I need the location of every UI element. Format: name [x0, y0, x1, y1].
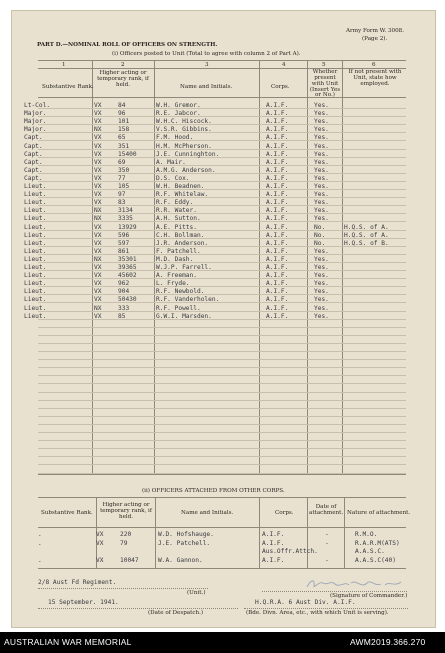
- prefix-cell: VX: [94, 158, 102, 166]
- prefix-cell: NX: [94, 215, 102, 223]
- date-line: [38, 608, 238, 609]
- name-cell: A. Mair.: [156, 158, 186, 166]
- col-header-corps: Corps.: [271, 84, 290, 90]
- table-row: [0, 167, 445, 175]
- prefix-cell: NX: [94, 207, 102, 215]
- nature-cell: R.M.O.: [355, 531, 378, 538]
- rank-cell: Lieut.: [24, 247, 47, 255]
- corps-cell: A.I.F.: [266, 231, 289, 239]
- name-cell: R.R. Water.: [156, 207, 197, 215]
- col-number-2: 2: [121, 62, 125, 68]
- page-number: (Page 2).: [362, 36, 388, 42]
- rank-cell: Lieut.: [24, 199, 47, 207]
- attached-header-corps: Corps.: [275, 510, 294, 516]
- number-cell: 105: [118, 183, 130, 190]
- table-row: [0, 240, 445, 248]
- table-row: [0, 256, 445, 264]
- table-row: [0, 264, 445, 272]
- name-cell: R.F. Newbold.: [156, 288, 205, 296]
- present-cell: Yes.: [314, 191, 329, 199]
- ruled-line: [38, 456, 406, 457]
- bde-value: H.Q.R.A. 6 Aust Div. A.I.F.: [255, 599, 356, 606]
- header-bottom-rule: [38, 97, 406, 98]
- table-row: [0, 134, 445, 142]
- number-cell: 333: [118, 304, 130, 312]
- attached-header-date: Date of attachment.: [309, 504, 344, 516]
- present-cell: Yes.: [314, 280, 329, 288]
- ruled-line: [38, 343, 406, 344]
- rank-cell: Lieut.: [24, 304, 47, 312]
- prefix-cell: VX: [94, 312, 102, 320]
- prefix-cell: VX: [96, 531, 104, 538]
- prefix-cell: VX: [94, 199, 102, 207]
- name-cell: R.F. Eddy.: [156, 199, 194, 207]
- corps-cell: A.I.F.: [266, 166, 289, 174]
- corps-cell: A.I.F.: [266, 150, 289, 158]
- name-cell: W.A. Gannon.: [158, 556, 203, 564]
- table-bottom-rule: [38, 474, 406, 475]
- name-cell: W.D. Hofshauge.: [158, 531, 214, 538]
- table-row: [0, 248, 445, 256]
- number-cell: 10047: [120, 556, 139, 564]
- ruled-line: [38, 448, 406, 449]
- date-cell: -: [325, 556, 329, 564]
- rank-cell: Lieut.: [24, 215, 47, 223]
- number-cell: 904: [118, 288, 130, 296]
- table-row: [0, 272, 445, 280]
- employed-cell: H.Q.S. of B.: [344, 239, 389, 247]
- name-cell: G.W.I. Marsden.: [156, 312, 212, 320]
- present-cell: No.: [314, 231, 326, 239]
- prefix-cell: VX: [94, 118, 102, 126]
- prefix-cell: VX: [94, 142, 102, 150]
- corps-cell: A.I.F.: [266, 134, 289, 142]
- name-cell: L. Fryde.: [156, 280, 190, 288]
- ruled-line: [38, 327, 406, 328]
- ruled-line: [38, 416, 406, 417]
- ruled-line: [38, 408, 406, 409]
- prefix-cell: VX: [94, 150, 102, 158]
- rank-cell: .: [38, 539, 42, 547]
- name-cell: F.M. Hood.: [156, 134, 194, 142]
- number-cell: 65: [118, 134, 126, 142]
- number-cell: 962: [118, 280, 130, 288]
- name-cell: A.M.G. Anderson.: [156, 166, 216, 174]
- rank-cell: Major.: [24, 118, 47, 126]
- name-cell: C.H. Bollman.: [156, 231, 205, 239]
- rank-cell: Lieut.: [24, 264, 47, 271]
- name-cell: F. Patchell.: [156, 247, 201, 255]
- table-row: [0, 548, 445, 556]
- name-cell: H.M. McPherson.: [156, 142, 212, 150]
- number-cell: 220: [120, 531, 132, 538]
- present-cell: Yes.: [314, 312, 329, 320]
- form-number: Army Form W. 3008.: [346, 28, 404, 34]
- present-cell: Yes.: [314, 174, 329, 182]
- rank-cell: Lieut.: [24, 191, 47, 199]
- present-cell: Yes.: [314, 255, 329, 263]
- present-cell: Yes.: [314, 166, 329, 174]
- signature-line: [262, 591, 407, 592]
- table-row: [0, 207, 445, 215]
- prefix-cell: VX: [94, 264, 102, 271]
- table-row: [0, 296, 445, 304]
- ruled-line: [38, 400, 406, 401]
- number-cell: 13929: [118, 223, 137, 231]
- rank-cell: Capt.: [24, 174, 43, 182]
- rank-cell: Capt.: [24, 142, 43, 150]
- attached-top-rule: [38, 497, 406, 498]
- rank-cell: Lieut.: [24, 231, 47, 239]
- corps-cell: A.I.F.: [266, 280, 289, 288]
- number-cell: 77: [118, 174, 126, 182]
- corps-cell: A.I.F.: [266, 239, 289, 247]
- table-row: [0, 540, 445, 548]
- corps-cell: A.I.F.: [266, 102, 289, 109]
- prefix-cell: NX: [94, 255, 102, 263]
- table-row: [0, 531, 445, 539]
- prefix-cell: VX: [94, 288, 102, 296]
- number-cell: 3134: [118, 207, 133, 215]
- attached-header-nature: Nature of attachment.: [347, 510, 411, 516]
- rank-cell: Lieut.: [24, 183, 47, 190]
- present-cell: Yes.: [314, 134, 329, 142]
- rank-cell: Capt.: [24, 158, 43, 166]
- part-title: PART D.—NOMINAL ROLL OF OFFICERS ON STRENGTH.: [37, 42, 218, 48]
- table-row: [0, 232, 445, 240]
- table-row: [0, 191, 445, 199]
- bde-label: (Bde. Divn. Area, etc., with which Unit is serving).: [246, 610, 389, 616]
- name-cell: V.S.R. Gibbins.: [156, 126, 212, 134]
- corps-cell: A.I.F.: [266, 158, 289, 166]
- corps-cell: A.I.F.: [266, 255, 289, 263]
- corps-cell: A.I.F.: [266, 312, 289, 320]
- ruled-line: [38, 424, 406, 425]
- corps-cell: A.I.F.: [266, 183, 289, 190]
- col-number-3: 3: [205, 62, 209, 68]
- corps-cell: A.I.F.: [266, 207, 289, 215]
- table-row: [0, 118, 445, 126]
- nature-cell: R.A.R.M(ATS): [355, 539, 400, 547]
- rank-cell: Major.: [24, 126, 47, 134]
- corps-cell: Aus.Offr.Attch.: [262, 548, 318, 556]
- prefix-cell: NX: [94, 304, 102, 312]
- table-row: [0, 159, 445, 167]
- rank-cell: Lieut.: [24, 288, 47, 296]
- section-subtitle: (i) Officers posted to Unit (Total to agree with column 2 of Part A).: [112, 51, 301, 57]
- name-cell: J.E. Patchell.: [158, 539, 211, 547]
- number-cell: 101: [118, 118, 130, 126]
- present-cell: No.: [314, 239, 326, 247]
- prefix-cell: VX: [94, 110, 102, 118]
- corps-cell: A.I.F.: [266, 191, 289, 199]
- present-cell: Yes.: [314, 272, 329, 280]
- number-cell: 69: [118, 158, 126, 166]
- name-cell: A. Freeman.: [156, 272, 197, 280]
- prefix-cell: VX: [94, 223, 102, 231]
- number-cell: 158: [118, 126, 130, 134]
- present-cell: Yes.: [314, 264, 329, 271]
- number-cell: 85: [118, 312, 126, 320]
- table-row: [0, 102, 445, 110]
- col-header-higher-rank: Higher acting or temporary rank, if held.: [97, 70, 149, 88]
- rank-cell: Lieut.: [24, 312, 47, 320]
- rank-cell: Capt.: [24, 150, 43, 158]
- attached-title: (ii) OFFICERS ATTACHED FROM OTHER CORPS.: [142, 488, 285, 494]
- number-cell: 39365: [118, 264, 137, 271]
- employed-cell: H.Q.S. of A.: [344, 231, 389, 239]
- rank-cell: Lieut.: [24, 280, 47, 288]
- attached-bottom-rule: [38, 568, 406, 569]
- signature-label: (Signature of Commander.): [330, 593, 408, 599]
- name-cell: R.F. Powell.: [156, 304, 201, 312]
- table-top-rule: [38, 60, 406, 61]
- ruled-line: [38, 335, 406, 336]
- present-cell: Yes.: [314, 126, 329, 134]
- rank-cell: Lieut.: [24, 223, 47, 231]
- name-cell: J.R. Anderson.: [156, 239, 209, 247]
- rank-cell: Capt.: [24, 166, 43, 174]
- rank-cell: Lieut.: [24, 272, 47, 280]
- corps-cell: A.I.F.: [266, 174, 289, 182]
- name-cell: M.D. Dash.: [156, 255, 194, 263]
- number-cell: 15400: [118, 150, 137, 158]
- corps-cell: A.I.F.: [266, 118, 289, 126]
- rank-cell: Lieut.: [24, 207, 47, 215]
- col-header-employed: If not present with Unit, state how employed.: [348, 69, 402, 87]
- number-cell: 96: [118, 110, 126, 118]
- name-cell: R.F. Whitelaw.: [156, 191, 209, 199]
- present-cell: Yes.: [314, 110, 329, 118]
- commander-signature: [305, 577, 405, 591]
- unit-value: 2/8 Aust Fd Regiment.: [38, 579, 117, 586]
- employed-cell: H.Q.S. of A.: [344, 223, 389, 231]
- bde-line: [244, 608, 408, 609]
- prefix-cell: VX: [94, 191, 102, 199]
- name-cell: R.E. Jabcor.: [156, 110, 201, 118]
- prefix-cell: VX: [94, 272, 102, 280]
- corps-cell: A.I.F.: [262, 556, 285, 564]
- table-row: [0, 126, 445, 134]
- rank-cell: Lt-Col.: [24, 102, 51, 109]
- table-row: [0, 288, 445, 296]
- prefix-cell: VX: [94, 239, 102, 247]
- prefix-cell: VX: [94, 166, 102, 174]
- rank-cell: .: [38, 556, 42, 564]
- rank-cell: Major.: [24, 110, 47, 118]
- corps-cell: A.I.F.: [266, 223, 289, 231]
- present-cell: Yes.: [314, 199, 329, 207]
- number-cell: 84: [118, 102, 126, 109]
- prefix-cell: VX: [94, 280, 102, 288]
- corps-cell: A.I.F.: [266, 296, 289, 304]
- number-cell: 596: [118, 231, 130, 239]
- name-cell: A.E. Pitts.: [156, 223, 197, 231]
- unit-label: (Unit.): [187, 590, 206, 596]
- prefix-cell: VX: [94, 247, 102, 255]
- unit-line: [38, 588, 208, 589]
- date-label: (Date of Despatch.): [148, 610, 204, 616]
- number-cell: 45602: [118, 272, 137, 280]
- ruled-line: [38, 392, 406, 393]
- number-cell: 79: [120, 539, 128, 547]
- name-cell: J.E. Cunninghton.: [156, 150, 220, 158]
- corps-cell: A.I.F.: [266, 126, 289, 134]
- number-cell: 597: [118, 239, 130, 247]
- corps-cell: A.I.F.: [266, 215, 289, 223]
- corps-cell: A.I.F.: [266, 142, 289, 150]
- nature-cell: A.A.S.C.: [355, 548, 385, 556]
- prefix-cell: VX: [94, 231, 102, 239]
- table-row: [0, 175, 445, 183]
- table-row: [0, 110, 445, 118]
- credit-left: AUSTRALIAN WAR MEMORIAL: [4, 637, 132, 647]
- prefix-cell: VX: [94, 102, 102, 109]
- col-header-present: Whether present with Unit (Insert Yes or No.): [309, 69, 341, 99]
- number-cell: 861: [118, 247, 130, 255]
- number-cell: 83: [118, 199, 126, 207]
- present-cell: Yes.: [314, 158, 329, 166]
- name-cell: A.H. Sutton.: [156, 215, 201, 223]
- rank-cell: .: [38, 531, 42, 538]
- attached-header-name: Name and Initials.: [181, 510, 234, 516]
- credit-bar: [0, 632, 445, 653]
- present-cell: Yes.: [314, 118, 329, 126]
- present-cell: Yes.: [314, 215, 329, 223]
- ruled-line: [38, 359, 406, 360]
- prefix-cell: VX: [96, 539, 104, 547]
- date-cell: -: [325, 539, 329, 547]
- number-cell: 35301: [118, 255, 137, 263]
- col-header-rank: Substantive Rank.: [42, 84, 94, 90]
- present-cell: Yes.: [314, 102, 329, 109]
- ruled-line: [38, 440, 406, 441]
- name-cell: D.S. Cox.: [156, 174, 190, 182]
- number-cell: 351: [118, 142, 130, 150]
- col-header-name: Name and Initials.: [180, 84, 233, 90]
- attached-header-higher: Higher acting or temporary rank, if held.: [100, 502, 152, 520]
- col-number-6: 6: [372, 62, 376, 68]
- ruled-line: [38, 464, 406, 465]
- rank-cell: Capt.: [24, 134, 43, 142]
- corps-cell: A.I.F.: [262, 531, 285, 538]
- corps-cell: A.I.F.: [266, 272, 289, 280]
- present-cell: Yes.: [314, 247, 329, 255]
- corps-cell: A.I.F.: [266, 247, 289, 255]
- present-cell: Yes.: [314, 183, 329, 190]
- col-number-4: 4: [282, 62, 286, 68]
- present-cell: Yes.: [314, 288, 329, 296]
- prefix-cell: VX: [94, 174, 102, 182]
- attached-header-rule: [38, 527, 406, 528]
- present-cell: Yes.: [314, 304, 329, 312]
- name-cell: R.F. Vanderholen.: [156, 296, 220, 304]
- table-row: [0, 199, 445, 207]
- rank-cell: Lieut.: [24, 296, 47, 304]
- col-number-1: 1: [62, 62, 66, 68]
- ruled-line: [38, 473, 406, 474]
- table-row: [0, 224, 445, 232]
- name-cell: W.H.C. Hiscock.: [156, 118, 212, 126]
- number-cell: 3335: [118, 215, 133, 223]
- table-row: [0, 215, 445, 223]
- table-row: [0, 280, 445, 288]
- prefix-cell: NX: [94, 126, 102, 134]
- attached-header-rank: Substantive Rank.: [41, 510, 93, 516]
- number-cell: 97: [118, 191, 126, 199]
- ruled-line: [38, 367, 406, 368]
- prefix-cell: VX: [94, 296, 102, 304]
- present-cell: Yes.: [314, 296, 329, 304]
- present-cell: Yes.: [314, 207, 329, 215]
- prefix-cell: VX: [94, 134, 102, 142]
- ruled-line: [38, 375, 406, 376]
- ruled-line: [38, 432, 406, 433]
- table-row: [0, 151, 445, 159]
- present-cell: No.: [314, 223, 326, 231]
- date-value: 15 September. 1941.: [48, 599, 119, 606]
- table-row: [0, 143, 445, 151]
- date-cell: -: [325, 531, 329, 538]
- col-number-5: 5: [322, 62, 326, 68]
- corps-cell: A.I.F.: [266, 199, 289, 207]
- corps-cell: A.I.F.: [266, 264, 289, 271]
- prefix-cell: VX: [94, 183, 102, 190]
- corps-cell: A.I.F.: [266, 288, 289, 296]
- table-row: [0, 313, 445, 321]
- number-cell: 350: [118, 166, 130, 174]
- table-row: [0, 183, 445, 191]
- ruled-line: [38, 351, 406, 352]
- table-row: [0, 557, 445, 565]
- rank-cell: Lieut.: [24, 239, 47, 247]
- rank-cell: Lieut.: [24, 255, 47, 263]
- ruled-line: [38, 383, 406, 384]
- prefix-cell: VX: [96, 556, 104, 564]
- corps-cell: A.I.F.: [266, 304, 289, 312]
- nature-cell: A.A.S.C(40): [355, 556, 396, 564]
- name-cell: W.J.P. Farrell.: [156, 264, 212, 271]
- number-cell: 50430: [118, 296, 137, 304]
- credit-right: AWM2019.366.270: [350, 637, 426, 647]
- corps-cell: A.I.F.: [266, 110, 289, 118]
- present-cell: Yes.: [314, 142, 329, 150]
- table-row: [0, 305, 445, 313]
- corps-cell: A.I.F.: [262, 539, 285, 547]
- name-cell: W.H. Gremor.: [156, 102, 201, 109]
- present-cell: Yes.: [314, 150, 329, 158]
- name-cell: W.H. Beadnen.: [156, 183, 205, 190]
